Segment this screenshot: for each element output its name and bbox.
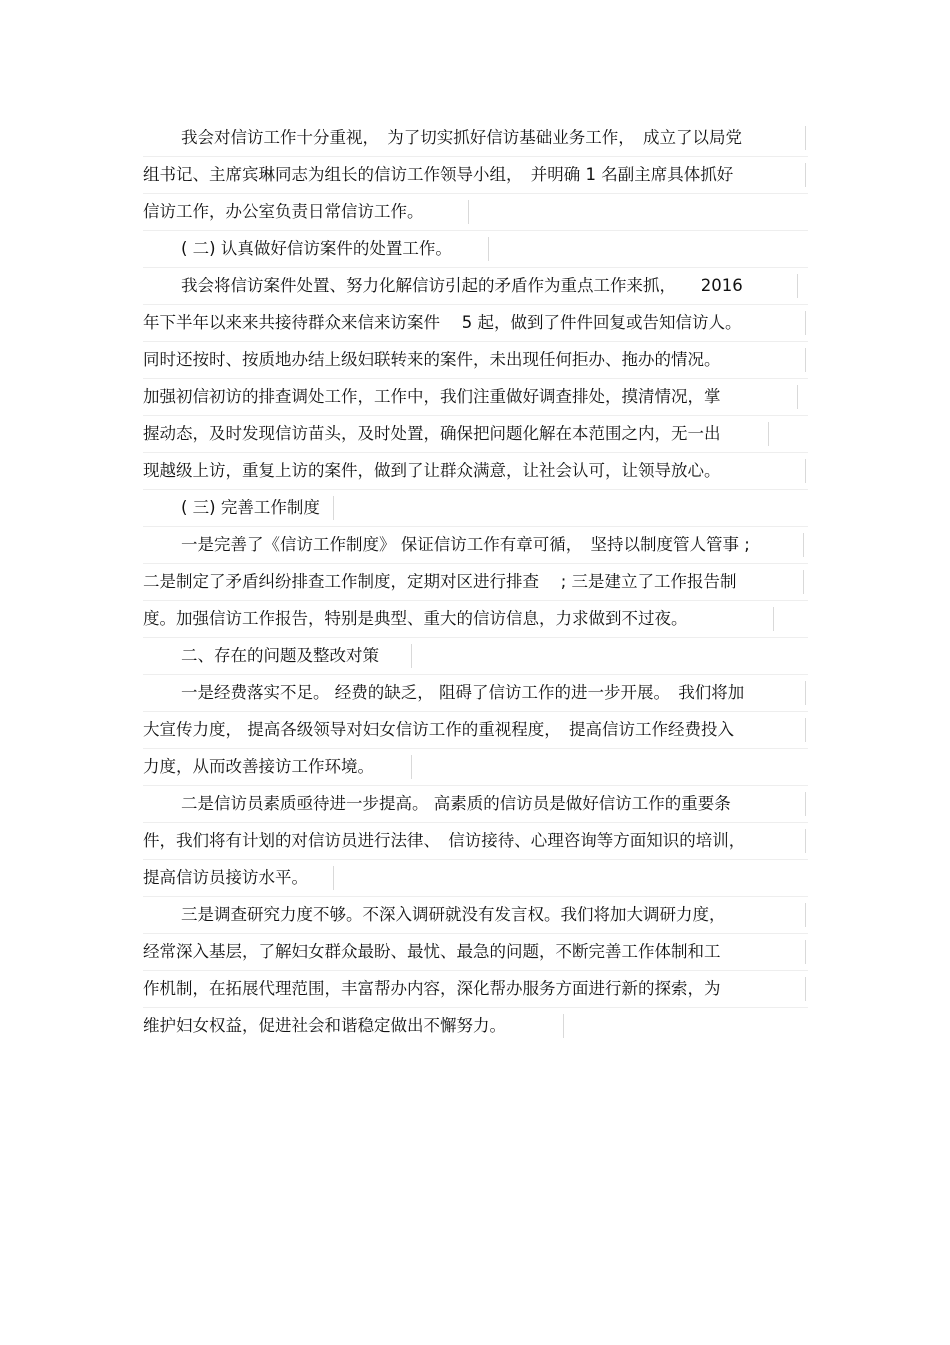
text-line-content: 二是信访员素质亟待进一步提高。 高素质的信访员是做好信访工作的重要条 <box>181 794 731 813</box>
text-line <box>143 674 808 711</box>
line-end-marker <box>805 718 806 742</box>
text-line <box>143 637 808 674</box>
text-line-content: 力度，从而改善接访工作环境。 <box>143 757 374 776</box>
text-line-content: 度。加强信访工作报告，特别是典型、重大的信访信息，力求做到不过夜。 <box>143 609 688 628</box>
text-line-content: 组书记、主席宾琳同志为组长的信访工作领导小组， 并明确 1 名副主席具体抓好 <box>143 165 734 184</box>
document-body <box>143 120 808 1044</box>
text-line <box>143 785 808 822</box>
text-line <box>143 415 808 452</box>
line-end-marker <box>805 459 806 483</box>
line-end-marker <box>805 903 806 927</box>
text-line <box>143 711 808 748</box>
line-end-marker <box>488 237 489 261</box>
line-end-marker <box>333 866 334 890</box>
text-line <box>143 859 808 896</box>
line-end-marker <box>768 422 769 446</box>
text-line <box>143 193 808 230</box>
line-end-marker <box>805 792 806 816</box>
text-line-content: 信访工作，办公室负责日常信访工作。 <box>143 202 424 221</box>
text-line-content: 经常深入基层，了解妇女群众最盼、最忧、最急的问题，不断完善工作体制和工 <box>143 942 721 961</box>
line-end-marker <box>411 644 412 668</box>
line-end-marker <box>411 755 412 779</box>
text-line-content: 我会对信访工作十分重视， 为了切实抓好信访基础业务工作， 成立了以局党 <box>181 128 742 147</box>
text-line <box>143 970 808 1007</box>
line-end-marker <box>805 311 806 335</box>
text-line <box>143 896 808 933</box>
text-line <box>143 822 808 859</box>
line-end-marker <box>797 385 798 409</box>
line-end-marker <box>805 977 806 1001</box>
text-line-content: 我会将信访案件处置、努力化解信访引起的矛盾作为重点工作来抓， 2016 <box>181 276 743 295</box>
text-line-content: 作机制，在拓展代理范围，丰富帮办内容，深化帮办服务方面进行新的探索，为 <box>143 979 721 998</box>
line-end-marker <box>805 163 806 187</box>
text-line <box>143 452 808 489</box>
line-end-marker <box>805 126 806 150</box>
line-end-marker <box>773 607 774 631</box>
text-line-content: 二、存在的问题及整改对策 <box>181 646 379 665</box>
text-line-content: 维护妇女权益，促进社会和谐稳定做出不懈努力。 <box>143 1016 506 1035</box>
text-line-content: 大宣传力度， 提高各级领导对妇女信访工作的重视程度， 提高信访工作经费投入 <box>143 720 734 739</box>
line-end-marker <box>805 681 806 705</box>
text-line-content: ( 三) 完善工作制度 <box>181 498 320 517</box>
text-line <box>143 933 808 970</box>
line-end-marker <box>333 496 334 520</box>
line-end-marker <box>797 274 798 298</box>
line-end-marker <box>803 533 804 557</box>
text-line-content: 同时还按时、按质地办结上级妇联转来的案件，未出现任何拒办、拖办的情况。 <box>143 350 721 369</box>
text-line <box>143 489 808 526</box>
text-line <box>143 230 808 267</box>
line-end-marker <box>803 570 804 594</box>
line-end-marker <box>468 200 469 224</box>
text-line <box>143 267 808 304</box>
text-line <box>143 563 808 600</box>
text-line <box>143 120 808 156</box>
text-line <box>143 378 808 415</box>
text-line <box>143 341 808 378</box>
text-line-content: 加强初信初访的排查调处工作，工作中，我们注重做好调查排处，摸清情况，掌 <box>143 387 721 406</box>
line-end-marker <box>805 940 806 964</box>
text-line-content: 年下半年以来来共接待群众来信来访案件 5 起，做到了件件回复或告知信访人。 <box>143 313 742 332</box>
text-line <box>143 526 808 563</box>
text-line-content: ( 二) 认真做好信访案件的处置工作。 <box>181 239 452 258</box>
text-line <box>143 748 808 785</box>
text-line-content: 二是制定了矛盾纠纷排查工作制度，定期对区进行排查 ; 三是建立了工作报告制 <box>143 572 737 591</box>
text-line <box>143 600 808 637</box>
text-line-content: 一是经费落实不足。 经费的缺乏， 阻碍了信访工作的进一步开展。 我们将加 <box>181 683 745 702</box>
text-line-content: 三是调查研究力度不够。不深入调研就没有发言权。我们将加大调研力度， <box>181 905 726 924</box>
text-line <box>143 156 808 193</box>
text-line <box>143 304 808 341</box>
line-end-marker <box>563 1014 564 1038</box>
line-end-marker <box>805 348 806 372</box>
text-line <box>143 1007 808 1044</box>
line-end-marker <box>805 829 806 853</box>
text-line-content: 提高信访员接访水平。 <box>143 868 308 887</box>
text-line-content: 一是完善了《信访工作制度》 保证信访工作有章可循， 坚持以制度管人管事 ; <box>181 535 750 554</box>
text-line-content: 现越级上访，重复上访的案件，做到了让群众满意，让社会认可，让领导放心。 <box>143 461 721 480</box>
text-line-content: 握动态，及时发现信访苗头，及时处置，确保把问题化解在本范围之内，无一出 <box>143 424 721 443</box>
text-line-content: 件，我们将有计划的对信访员进行法律、 信访接待、心理咨询等方面知识的培训， <box>143 831 746 850</box>
